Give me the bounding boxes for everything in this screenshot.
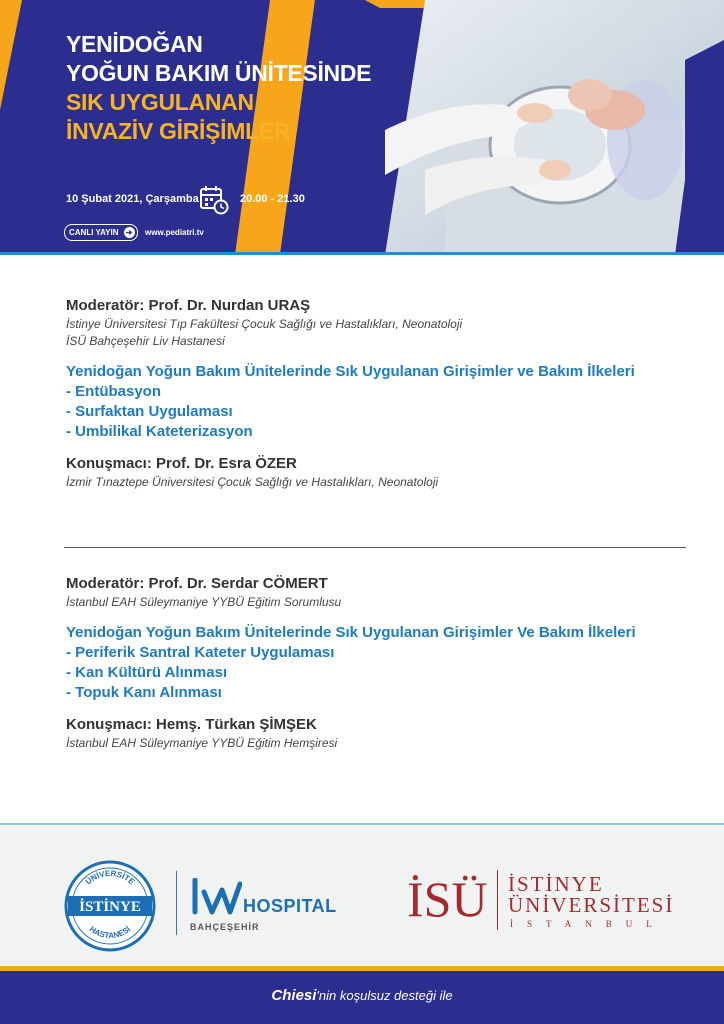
sponsor-brand: Chiesi: [271, 987, 317, 1004]
topic-item: - Topuk Kanı Alınması: [66, 684, 222, 701]
speaker-affiliation: İzmir Tınaztepe Üniversitesi Çocuk Sağlığı ve Hastalıkları, Neonatoloji: [66, 475, 439, 489]
moderator-name: Moderatör: Prof. Dr. Serdar CÖMERT: [66, 575, 328, 592]
topic-item: - Kan Kültürü Alınması: [66, 664, 228, 681]
event-date: 10 Şubat 2021, Çarşamba: [66, 193, 199, 205]
website-link[interactable]: www.pediatri.tv: [145, 228, 204, 237]
arrow-right-icon: ➜: [124, 227, 135, 238]
emblem-top-text: ÜNİVERSİTE: [83, 868, 137, 887]
logo-separator: [176, 871, 177, 935]
incubator-photo: [385, 0, 724, 255]
footer-bar: [0, 971, 724, 1024]
isu-separator: [497, 870, 498, 930]
session-1: [66, 296, 696, 491]
topic-title: Yenidoğan Yoğun Bakım Ünitelerinde Sık Uygulanan Girişimler ve Bakım İlkeleri: [66, 363, 635, 380]
sponsor-text: 'nin koşulsuz desteği ile: [316, 988, 453, 1003]
session-2: [66, 574, 696, 752]
moderator-affiliation: İSÜ Bahçeşehir Liv Hastanesi: [66, 334, 225, 348]
liv-hospital-branch: BAHÇEŞEHİR: [190, 922, 260, 932]
speaker-name: Konuşmacı: Hemş. Türkan ŞİMŞEK: [66, 716, 317, 733]
section-divider: [64, 547, 686, 548]
event-title: [66, 30, 371, 146]
sponsor-note: [0, 987, 724, 1004]
topic-title: Yenidoğan Yoğun Bakım Ünitelerinde Sık Uygulanan Girişimler Ve Bakım İlkeleri: [66, 624, 636, 641]
isu-name-line1: İSTİNYE: [508, 872, 604, 896]
topic-item: - Periferik Santral Kateter Uygulaması: [66, 644, 335, 661]
live-label: CANLI YAYIN: [69, 228, 119, 237]
isu-abbreviation: İSÜ: [407, 871, 488, 927]
topic-item: - Entübasyon: [66, 383, 162, 400]
topic-item: - Umbilikal Kateterizasyon: [66, 423, 253, 440]
moderator-affiliation: İstinye Üniversitesi Tıp Fakültesi Çocuk Sağlığı ve Hastalıkları, Neonatoloji: [66, 317, 463, 331]
title-line: SIK UYGULANAN: [66, 89, 254, 115]
title-line: İNVAZİV GİRİŞİMLER: [66, 118, 291, 144]
moderator-affiliation: İstanbul EAH Süleymaniye YYBÜ Eğitim Sorumlusu: [66, 595, 342, 609]
emblem-bottom-text: HASTANESİ: [87, 924, 133, 941]
calendar-clock-icon: [199, 185, 229, 215]
emblem-center-text: İSTİNYE: [79, 899, 141, 915]
speaker-name: Konuşmacı: Prof. Dr. Esra ÖZER: [66, 455, 297, 472]
istinye-hospital-emblem: [64, 860, 156, 952]
isu-city: İSTANBUL: [510, 919, 666, 929]
moderator-name: Moderatör: Prof. Dr. Nurdan URAŞ: [66, 297, 311, 314]
liv-logo-mark: [190, 878, 242, 918]
isu-name-line2: ÜNİVERSİTESİ: [508, 893, 675, 917]
title-line: YENİDOĞAN: [66, 31, 203, 57]
topic-item: - Surfaktan Uygulaması: [66, 403, 233, 420]
liv-hospital-name: HOSPITAL: [243, 896, 337, 916]
speaker-affiliation: İstanbul EAH Süleymaniye YYBÜ Eğitim Hemşiresi: [66, 736, 338, 750]
header-banner: [0, 0, 724, 255]
live-stream-badge[interactable]: [64, 224, 138, 241]
event-time: 20.00 - 21.30: [240, 193, 305, 205]
title-line: YOĞUN BAKIM ÜNİTESİNDE: [66, 60, 372, 86]
header-divider: [0, 252, 724, 255]
